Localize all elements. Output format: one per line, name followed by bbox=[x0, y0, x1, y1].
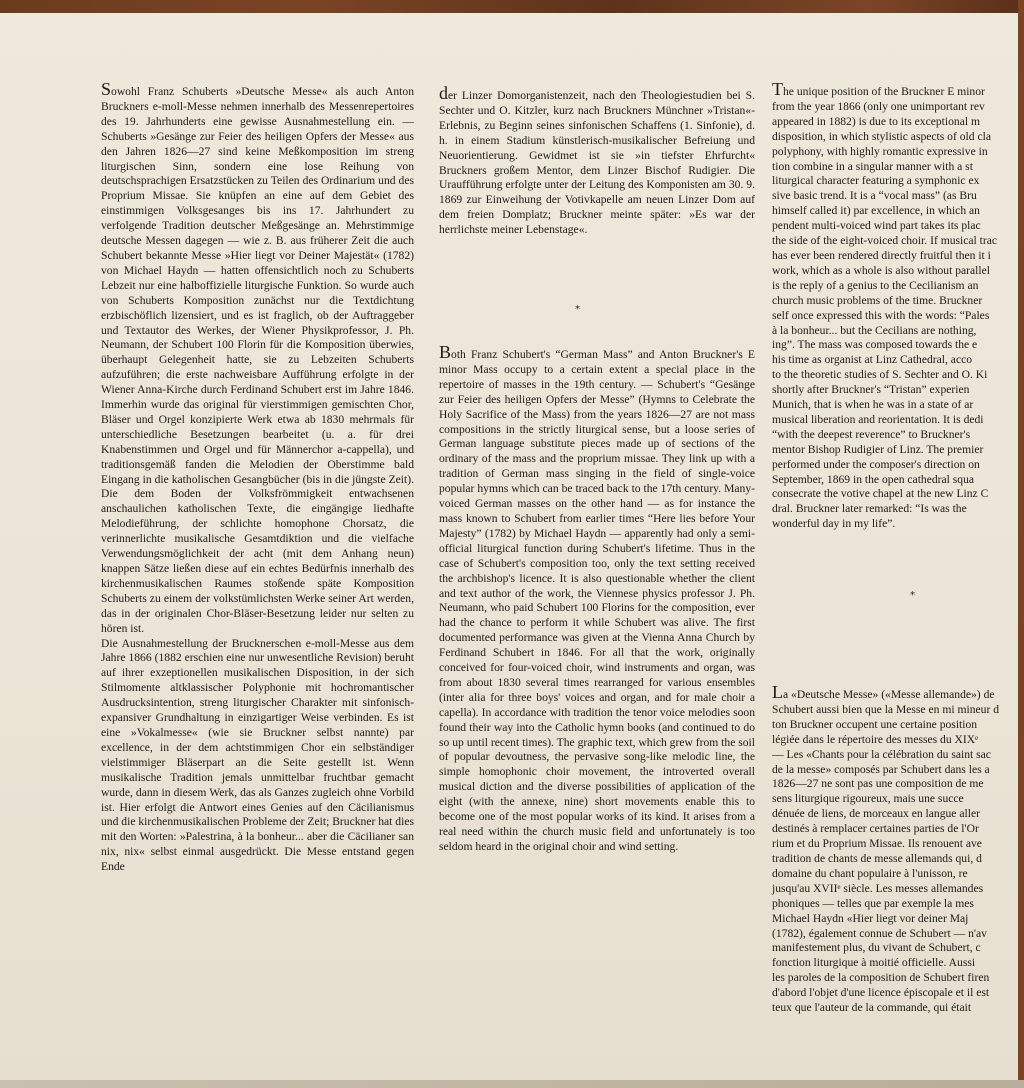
french-text-column: La «Deutsche Messe» («Messe allemande») de Schubert aussi bien que la Messe en mi mineur d ton Bruckner occupent une certaine position légiée dans le répertoire des messes du XIXᵉ — Les «Chants pour la célébration du saint sac de la messe» composés par Schubert dans les a 1826—27 ne sont pas une composition de me sens liturgique rigoureux, mais une succe dénuée de liens, de morceaux en langue aller destinés à remplacer certaines parties de l'Or rium et du Proprium Missae. Ils renouent ave tradition de chants de messe allemands qui, d domaine du chant populaire à l'unisson, re jusqu'au XVIIᵉ siècle. Les messes allemandes phoniques — telles que par exemple la mes Michael Haydn «Hier liegt vor deiner Maj (1782), également connue de Schubert — n'av manifestement plus, du vivant de Schubert, c fonction liturgique à moitié officielle. Aussi les paroles de la composition de Schubert firen d'abord l'objet d'une licence épiscopale et il est teux que l'auteur de la commande, qui était bbox=[772, 682, 999, 1015]
section-separator-star: * bbox=[575, 304, 580, 315]
english-text-column: Both Franz Schubert's “German Mass” and Anton Bruckner's E minor Mass occupy to a certain extent a special place in the repertoire of masses in the 19th century. — Schubert's “Gesänge zur Feier des heiligen Opfers der Messe” (Hymns to Celebrate the Holy Sacrifice of the Mass) from the years 1826—27 are not mass compositions in the strictly liturgical sense, but a loose series of German language substitute pieces made up of sections of the ordinary of the mass and the proprium missae. They link up with a tradition of German mass singing in the field of single-voice popular hymns which can be traced back to the 17th century. Many-voiced German masses on the other hand — as for instance the mass known to Schubert from earlier times “Here lies before Your Majesty” (1782) by Michael Haydn — apparently had only a semi-official liturgical function during Schubert's lifetime. Thus in the case of Schubert's composition too, only the text setting received the archbishop's licence. It is also questionable whether the client and text author of the work, the Viennese physics professor J. Ph. Neumann, who paid Schubert 100 Florins for the composition, ever had the chance to perform it while Schubert was alive. The first documented performance was given at the Vienna Anna Church by Ferdinand Schubert in 1846. For all that the work, originally conceived for four-voiced choir, wind instruments and organ, was from about 1830 several times rearranged for various ensembles (inter alia for three boys' voices and organ, and for male choir a capella). In accordance with tradition the tenor voice melodies soon found their way into the Catholic hymn books (and continued to do so up until recent times). The graphic text, which grew from the soil of popular devoutness, the pervasive song-like melodic line, the simple homophonic choir movement, the introverted overall musical diction and the diverse possibilities of application of the eight (with the annexe, nine) short movements enable this to become one of the most popular works of its kind. It arises from a real need within the church music field and unfortunately is too seldom heard in the original choir and wind setting. bbox=[439, 342, 755, 853]
sleeve-bottom-edge bbox=[0, 1080, 1024, 1088]
section-separator-star: * bbox=[910, 590, 915, 601]
german-text-continuation: der Linzer Domorganistenzeit, nach den Theologiestudien bei S. Sechter und O. Kitzler, kurz nach Bruckners Münchner »Tristan«-Erlebnis, zu Beginn seines sinfonischen Schaffens (1. Sinfonie), d. h. in einem Stadium künstlerisch-musikalischer Befreiung und Neuorientierung. Gewidmet ist sie »in tiefster Ehrfurcht« Bruckners großem Mentor, dem Linzer Bischof Rudigier. Die Uraufführung erfolgte unter der Leitung des Komponisten am 30. 9. 1869 zur Einweihung der Votivkapelle am neuen Linzer Dom auf dem freien Domplatz; Bruckner meinte später: »Es war der herrlichste meiner Lebenstage«. bbox=[439, 83, 755, 237]
german-text-column: Sowohl Franz Schuberts »Deutsche Messe« als auch Anton Bruckners e-moll-Messe nehmen innerhalb des Messenrepertoires des 19. Jahrhunderts eine gewisse Ausnahmestellung ein. — Schuberts »Gesänge zur Feier des heiligen Opfers der Messe« aus den Jahren 1826—27 sind keine Meßkomposition im streng liturgischen Sinn, sondern eine lose Reihung von deutschsprachigen Ersatzstücken zu Teilen des Ordinarium und des Proprium Missae. Sie knüpfen an eine auf dem Gebiet des einstimmigen Volksgesanges bis ins 17. Jahrhundert zu verfolgende Tradition deutscher Meßgesänge an. Mehrstimmige deutsche Messen dagegen — wie z. B. aus früherer Zeit die auch Schubert bekannte Messe »Hier liegt vor Deiner Majestät« (1782) von Michael Haydn — hatten offensichtlich noch zu Schuberts Lebzeit nur eine halboffizielle liturgische Funktion. So wurde auch von Schuberts Komposition zunächst nur die Textdichtung erzbischöflich lizensiert, und es ist fraglich, ob der Auftraggeber und Textautor des Werkes, der Wiener Physikprofessor, J. Ph. Neumann, der Schubert 100 Florin für die Komposition überwies, überhaupt Gelegenheit hatte, sie zu Lebzeiten Schuberts aufzuführen; die erste nachweisbare Aufführung erfolgte in der Wiener Anna-Kirche durch Ferdinand Schubert erst im Jahre 1846. Immerhin wurde das original für vierstimmigen gemischten Chor, Bläser und Orgel konzipierte Werk etwa ab 1830 mehrmals für unterschiedliche Besetzungen bearbeitet (u. a. für drei Knabenstimmen und Orgel und für Männerchor a-cappella), und traditionsgemäß fanden die Melodien der Oberstimme bald Eingang in die katholischen Gesangbücher (bis in die jüngste Zeit). Die dem Boden der Volksfrömmigkeit entwachsenen anschaulichen katholischen Texte, die eingängige liedhafte Melodieführung, der schlichte homophone Chorsatz, die verinnerlichte musikalische Gesamtdiktion und die vielfache Verwendungsmöglichkeit der acht (mit dem Anhang neun) knappen Sätze ließen diese auf ein echtes Bedürfnis innerhalb des kirchenmusikalischen Raumes stoßende späte Komposition Schuberts zu einem der volkstümlichsten Werke seiner Art werden, das in der originalen Chor-Bläser-Besetzung leider nur selten zu hören ist. Die Ausnahmestellung der Brucknerschen e-moll-Messe aus dem Jahre 1866 (1882 erschien eine nur unwesentliche Revision) beruht auf ihrer exzeptionellen musikalischen Disposition, in der sich Stilmomente altklassischer Polyphonie mit hochromantischer Ausdrucksintention, streng liturgischer Charakter mit sinfonisch-expansiver Grundhaltung in einzigartiger Weise verbinden. Es ist eine »Vokalmesse« (wie sie Bruckner selbst nannte) par excellence, in der dem achtstimmigen Chor ein selbständiger vielstimmiger Bläserpart an die Seite gestellt ist. Wenn musikalische Tradition jemals unmittelbar fruchtbar gemacht wurde, dann in diesem Werk, das als Ganzes zugleich ohne Vorbild ist. Hier erfolgt die Antwort eines Genies auf den Cäcilianismus und die kirchenmusikalischen Probleme der Zeit; Bruckner hat dies mit den Worten: »Palestrina, à la bonheur... aber die Cäcilianer san nix, nix« selbst einmal ausgedrückt. Die Messe entstand gegen Ende bbox=[101, 79, 414, 874]
sleeve-top-edge bbox=[0, 0, 1024, 13]
english-text-continuation: The unique position of the Bruckner E minor from the year 1866 (only one unimportant rev appeared in 1882) is due to its exceptional m disposition, in which stylistic aspects of old cla polyphony, with highly romantic expressive in tion combine in a singular manner with a st liturgical character featuring a symphonic ex sive basic trend. It is a “vocal mass” (as Bru himself called it) par excellence, in which an pendent multi-voiced wind part takes its plac the side of the eight-voiced choir. If musical trac has ever been rendered directly fruitful then it i work, which as a whole is also without parallel is the reply of a genius to the Cecilianism an church music problems of the time. Bruckner self once expressed this with the words: “Pales à la bonheur... but the Cecilians are nothing, ing”. The mass was composed towards the e his time as organist at Linz Cathedral, acco to the theoretic studies of S. Sechter and O. Ki shortly after Bruckner's “Tristan” experien Munich, that is when he was in a state of ar musical liberation and reorientation. It is dedi “with the deepest reverence” to Bruckner's mentor Bishop Rudigier of Linz. The premier performed under the composer's direction on September, 1869 in the open cathedral squa consecrate the votive chapel at the new Linz C dral. Bruckner later remarked: “Is was the wonderful day in my life”. bbox=[772, 79, 998, 531]
